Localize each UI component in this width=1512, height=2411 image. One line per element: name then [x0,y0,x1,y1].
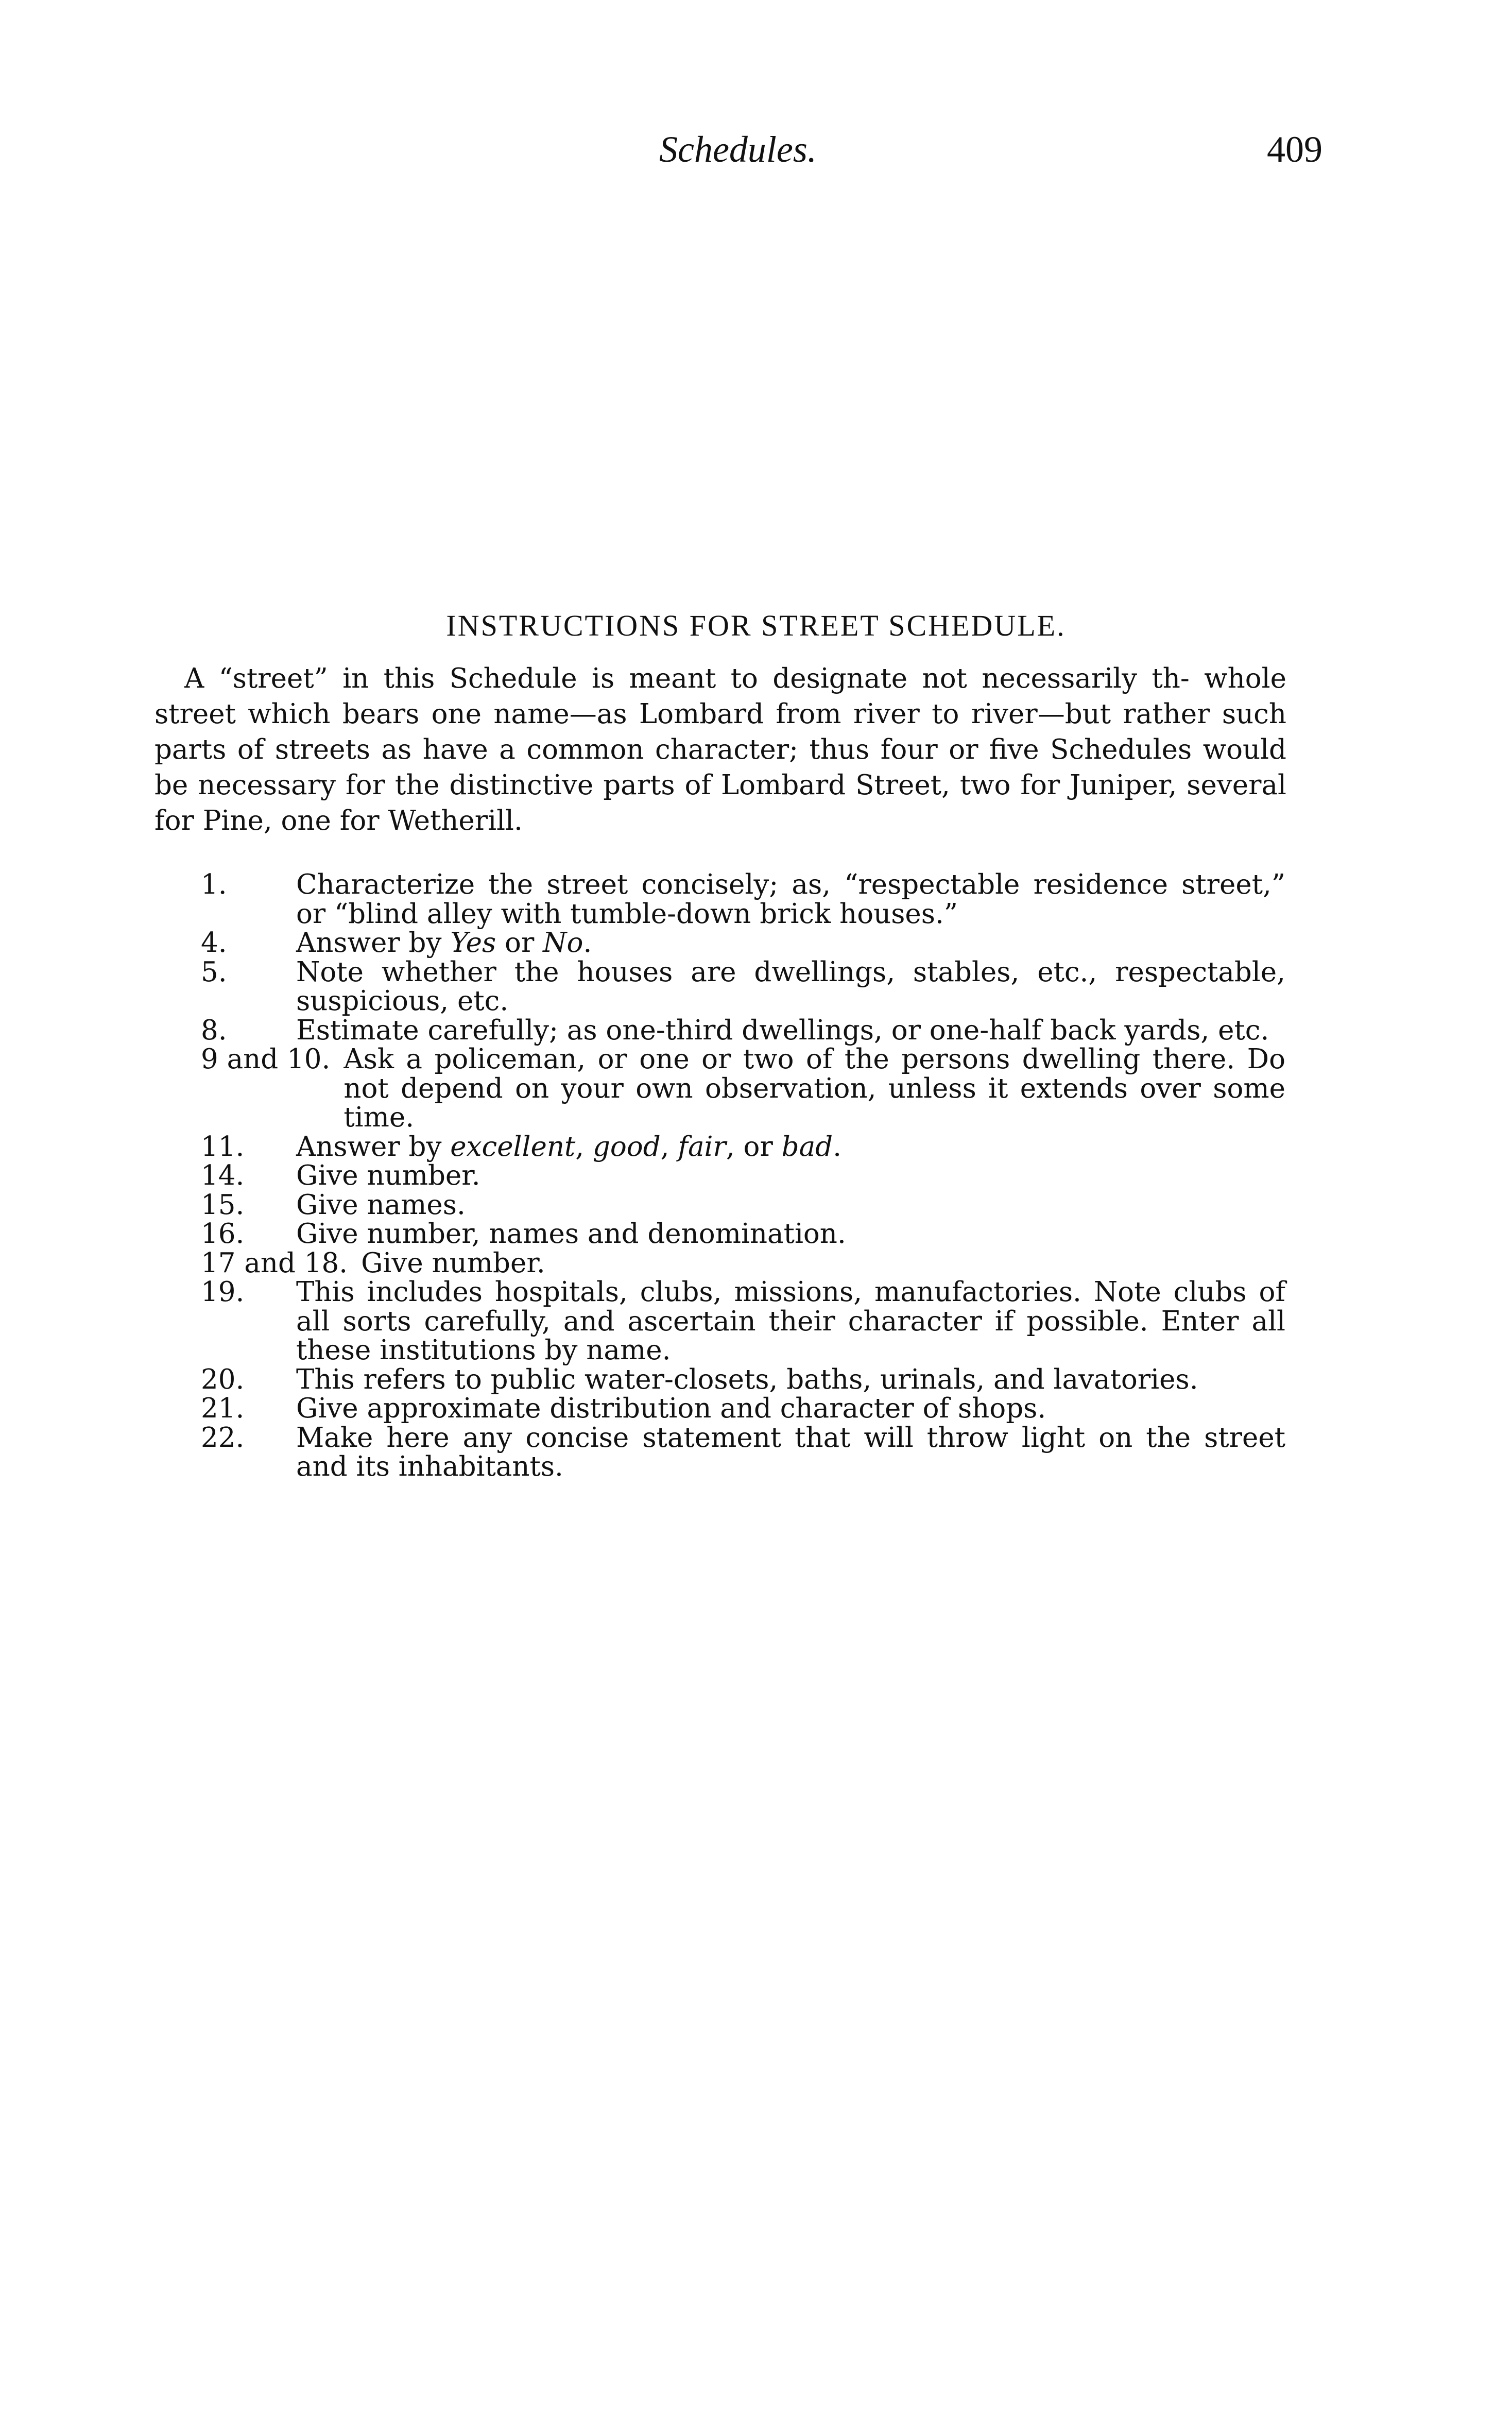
page-number: 409 [1267,129,1322,170]
instruction-text-part: or [496,927,543,959]
instruction-item [201,1278,1285,1365]
instruction-number: 14. [201,1160,245,1191]
instruction-text-part: Answer by [296,927,451,959]
instruction-number: 8. [201,1014,227,1046]
instruction-text-part: . [583,927,592,959]
instruction-item [201,1249,1285,1278]
instruction-text: Give number. [296,1160,480,1191]
running-head [0,126,1512,173]
instruction-item [201,929,1285,958]
instruction-number: 22. [201,1422,245,1454]
emphasized-term: excellent [450,1131,576,1162]
instruction-text: Give approximate distribution and character of shops. [296,1393,1046,1424]
instruction-number: 15. [201,1189,245,1221]
instruction-text: This refers to public water-closets, baths, urinals, and lavatories. [296,1363,1198,1395]
section-heading: INSTRUCTIONS FOR STREET SCHEDULE. [446,609,1066,642]
emphasized-term: bad [781,1131,833,1162]
instruction-text: Make here any concise statement that will throw light on the street and its inhabitants. [296,1422,1285,1482]
instruction-text-part: . [833,1131,841,1162]
instruction-text-part: , or [726,1131,782,1162]
instruction-item [201,1161,1285,1191]
instruction-text [296,1133,1285,1162]
instruction-number: 19. [201,1276,245,1308]
instruction-item [201,1191,1285,1220]
emphasized-term: No [543,927,583,959]
instruction-number: 17 and 18. [201,1247,348,1279]
instruction-number: 20. [201,1363,245,1395]
instruction-number: 9 and 10. [201,1044,331,1075]
instruction-number: 4. [201,927,227,959]
instruction-item [201,870,1285,929]
instruction-number: 5. [201,956,227,988]
instruction-list [201,870,1285,1482]
instruction-text: Give number, names and denomination. [296,1218,846,1250]
instruction-text: Ask a policeman, or one or two of the persons dwelling there. Do not depend on your own observation, unless it extends over some time. [343,1044,1285,1133]
intro-paragraph: A “street” in this Schedule is meant to designate not necessarily th- whole street which bears one name—as Lombard from river to river—but rather such parts of streets as have a common character; thus four or five Schedules would be necessary for the distinctive parts of Lombard Street, two for Juniper, several for Pine, one for Wetherill. [154,663,1286,836]
instruction-number: 1. [201,869,227,900]
instruction-item [201,1045,1285,1133]
instruction-item [201,958,1285,1016]
instruction-text: This includes hospitals, clubs, missions, manufactories. Note clubs of all sorts carefully, and ascertain their character if possible. Enter all these institutions by name. [296,1276,1285,1366]
emphasized-term: Yes [450,927,496,959]
running-title: Schedules. [659,129,817,170]
emphasized-term: good [592,1131,661,1162]
instruction-text-part: Answer by [296,1131,451,1162]
instruction-text: Estimate carefully; as one-third dwellings, or one-half back yards, etc. [296,1014,1269,1046]
instruction-text-part: , [575,1131,593,1162]
instruction-text [296,929,1285,958]
instruction-item [201,1220,1285,1249]
instruction-text: Note whether the houses are dwellings, stables, etc., respectable, suspicious, etc. [296,956,1285,1017]
instruction-text: Give number. [361,1247,545,1279]
instruction-number: 16. [201,1218,245,1250]
instruction-text: Characterize the street concisely; as, “respectable residence street,” or “blind alley with tumble-down brick houses.” [296,869,1285,930]
emphasized-term: fair [678,1131,726,1162]
instruction-item [201,1365,1285,1395]
instruction-item [201,1394,1285,1424]
instruction-item [201,1133,1285,1162]
instruction-item [201,1424,1285,1482]
instruction-text: Give names. [296,1189,466,1221]
instruction-number: 21. [201,1393,245,1424]
instruction-item [201,1016,1285,1046]
instruction-text-part: , [660,1131,678,1162]
instruction-number: 11. [201,1131,245,1162]
